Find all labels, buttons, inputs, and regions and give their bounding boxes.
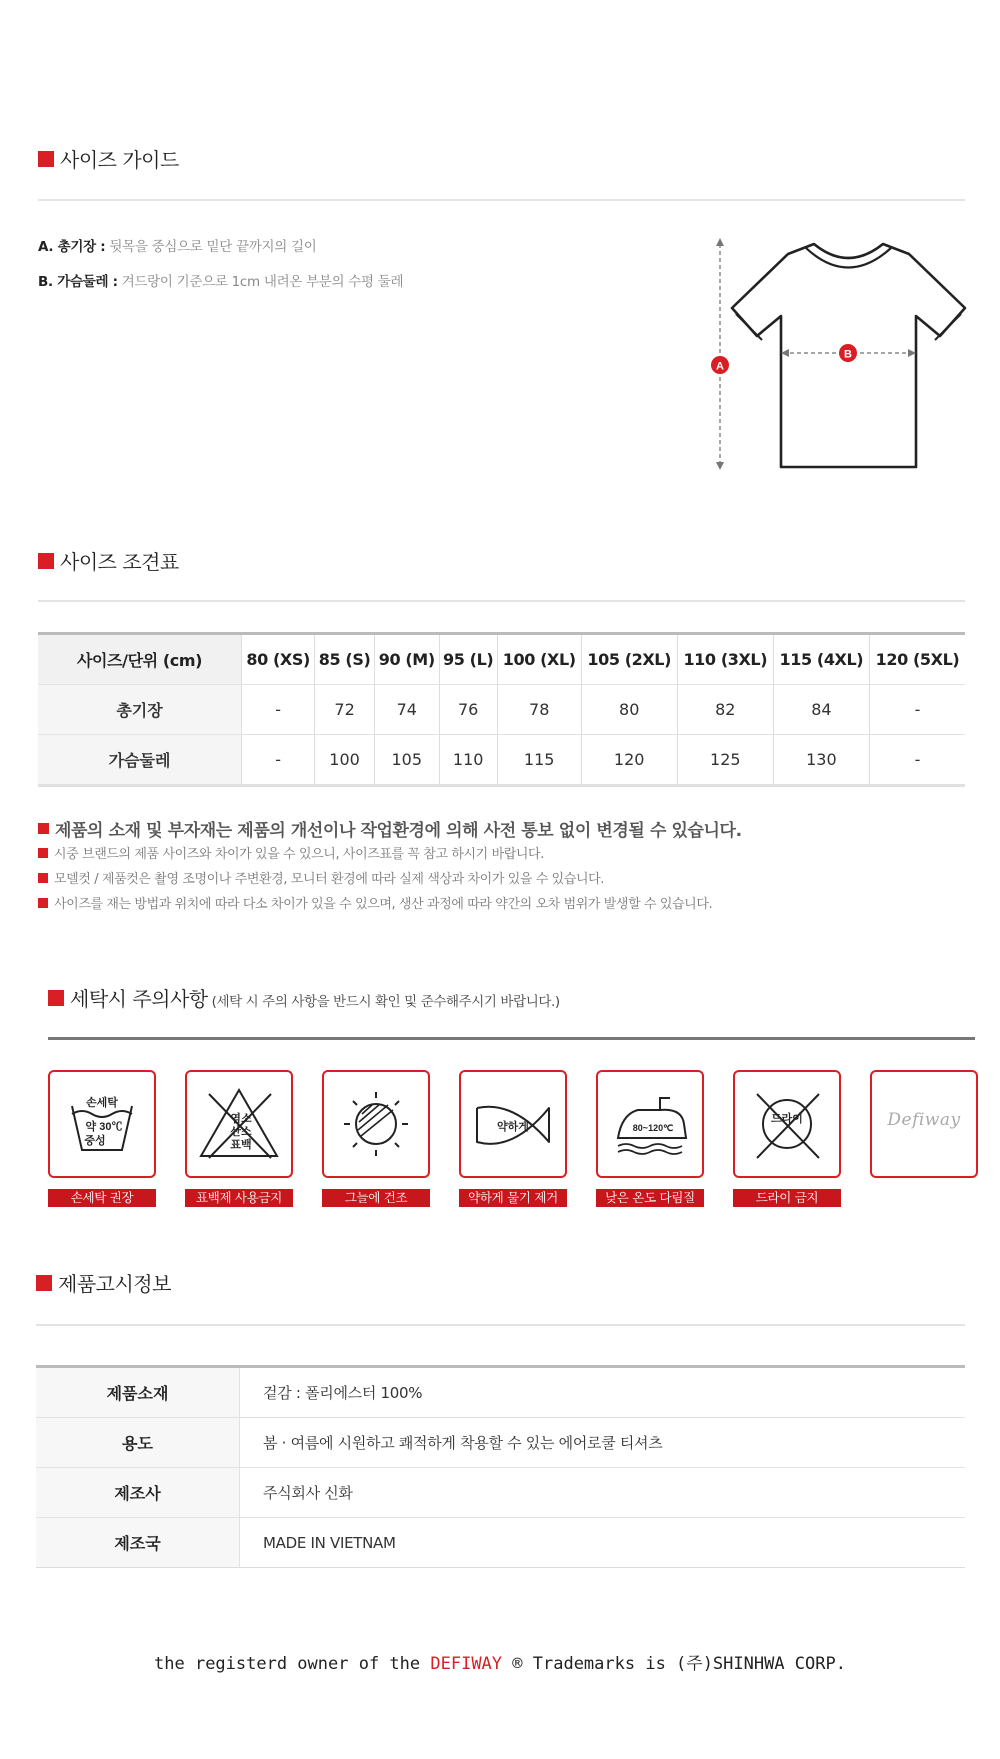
svg-text:80~120℃: 80~120℃ xyxy=(632,1123,674,1133)
table-cell: 110 xyxy=(439,735,497,786)
product-info-header xyxy=(36,1268,171,1297)
table-cell: 74 xyxy=(374,685,439,735)
svg-text:중성: 중성 xyxy=(84,1135,106,1147)
hand-wash-icon xyxy=(48,1070,156,1178)
header-label: 사이즈/단위 (cm) xyxy=(38,634,242,685)
table-header-row xyxy=(38,634,965,685)
row-label: 용도 xyxy=(36,1418,240,1468)
table-row xyxy=(38,735,965,786)
brand-logo-text: Defiway xyxy=(887,1110,961,1130)
tshirt-diagram xyxy=(700,232,980,482)
section-title: 사이즈 조견표 xyxy=(60,550,179,574)
section-subtitle: (세탁 시 주의 사항을 반드시 확인 및 준수해주시기 바랍니다.) xyxy=(211,993,560,1010)
table-cell: 130 xyxy=(773,735,869,786)
size-table xyxy=(38,632,965,787)
size-column: 80 (XS) xyxy=(242,634,315,685)
brand-logo xyxy=(870,1070,978,1178)
table-cell: 120 xyxy=(581,735,677,786)
row-value: 겉감 : 폴리에스터 100% xyxy=(240,1367,966,1418)
wash-label: 약하게 물기 제거 xyxy=(459,1189,567,1207)
section-title: 사이즈 가이드 xyxy=(60,148,179,172)
row-label: 총기장 xyxy=(38,685,242,735)
size-column: 120 (5XL) xyxy=(869,634,965,685)
notice-text: 사이즈를 재는 방법과 위치에 따라 다소 차이가 있을 수 있으며, 생산 과정에 따라 약간의 오차 범위가 발생할 수 있습니다. xyxy=(54,897,713,912)
guide-key: A. 총기장 : xyxy=(38,239,106,255)
table-row xyxy=(38,685,965,735)
size-column: 105 (2XL) xyxy=(581,634,677,685)
svg-text:손세탁: 손세탁 xyxy=(86,1097,118,1109)
dry-in-shade-icon xyxy=(322,1070,430,1178)
low-iron-icon xyxy=(596,1070,704,1178)
guide-key: B. 가슴둘레 : xyxy=(38,274,118,290)
trademark-footer xyxy=(0,1649,1000,1674)
notice-item xyxy=(38,868,604,887)
no-dry-clean-icon xyxy=(733,1070,841,1178)
guide-desc: 뒷목을 중심으로 밑단 끝까지의 길이 xyxy=(109,239,317,255)
guide-desc: 겨드랑이 기준으로 1cm 내려온 부분의 수평 둘레 xyxy=(121,274,404,290)
row-value: 봄 · 여름에 시원하고 쾌적하게 착용할 수 있는 에어로쿨 티셔츠 xyxy=(240,1418,966,1468)
wash-label: 낮은 온도 다림질 xyxy=(596,1189,704,1207)
notice-item xyxy=(38,843,544,862)
row-value: 주식회사 신화 xyxy=(240,1468,966,1518)
notice-text: 시중 브랜드의 제품 사이즈와 차이가 있을 수 있으니, 사이즈표를 꼭 참고 하시기 바랍니다. xyxy=(54,847,544,862)
arrow-head xyxy=(716,238,724,246)
table-cell: 115 xyxy=(497,735,581,786)
row-label: 제조국 xyxy=(36,1518,240,1568)
table-cell: - xyxy=(242,685,315,735)
wash-label: 표백제 사용금지 xyxy=(185,1189,293,1207)
table-cell: 72 xyxy=(315,685,375,735)
svg-text:염소: 염소 xyxy=(230,1113,252,1125)
wash-label: 그늘에 건조 xyxy=(322,1189,430,1207)
svg-text:드라이: 드라이 xyxy=(771,1113,803,1125)
arrow-head xyxy=(716,462,724,470)
bullet-marker xyxy=(38,823,49,834)
footer-brand: DEFIWAY xyxy=(430,1654,503,1674)
guide-item-chest xyxy=(38,270,403,290)
section-marker xyxy=(48,990,64,1006)
notice-item xyxy=(38,893,712,912)
bullet-marker xyxy=(38,898,48,908)
footer-prefix: the registerd owner of the xyxy=(154,1654,421,1674)
no-bleach-icon xyxy=(185,1070,293,1178)
section-marker xyxy=(36,1275,52,1291)
wash-label: 손세탁 권장 xyxy=(48,1189,156,1207)
section-marker xyxy=(38,553,54,569)
notice-text: 제품의 소재 및 부자재는 제품의 개선이나 작업환경에 의해 사전 통보 없이 변경될 수 있습니다. xyxy=(55,821,742,841)
table-row xyxy=(36,1468,965,1518)
table-cell: 125 xyxy=(677,735,773,786)
table-cell: 82 xyxy=(677,685,773,735)
size-guide-header xyxy=(38,144,179,173)
table-cell: 80 xyxy=(581,685,677,735)
svg-text:약하게: 약하게 xyxy=(497,1121,529,1133)
notice-main xyxy=(38,816,742,841)
size-column: 90 (M) xyxy=(374,634,439,685)
size-column: 95 (L) xyxy=(439,634,497,685)
size-table-header xyxy=(38,546,179,575)
row-value: MADE IN VIETNAM xyxy=(263,1533,396,1552)
table-cell: 100 xyxy=(315,735,375,786)
table-cell: 78 xyxy=(497,685,581,735)
svg-text:산소: 산소 xyxy=(230,1126,252,1138)
table-cell: 76 xyxy=(439,685,497,735)
product-info-table xyxy=(36,1365,965,1568)
gentle-wring-icon xyxy=(459,1070,567,1178)
size-column: 115 (4XL) xyxy=(773,634,869,685)
notice-text: 모델컷 / 제품컷은 촬영 조명이나 주변환경, 모니터 환경에 따라 실제 색상과 차이가 있을 수 있습니다. xyxy=(54,872,605,887)
bullet-marker xyxy=(38,848,48,858)
table-cell: 84 xyxy=(773,685,869,735)
size-column: 110 (3XL) xyxy=(677,634,773,685)
table-cell: - xyxy=(869,685,965,735)
divider xyxy=(36,1324,965,1326)
table-cell: - xyxy=(869,735,965,786)
table-cell: - xyxy=(242,735,315,786)
table-cell: 105 xyxy=(374,735,439,786)
wash-label: 드라이 금지 xyxy=(733,1189,841,1207)
footer-suffix: ® Trademarks is (주)SHINHWA CORP. xyxy=(512,1654,846,1674)
guide-item-length xyxy=(38,235,316,255)
section-title: 제품고시정보 xyxy=(58,1272,171,1296)
row-label: 제품소재 xyxy=(36,1367,240,1418)
row-label: 제조사 xyxy=(36,1468,240,1518)
bullet-marker xyxy=(38,873,48,883)
size-column: 85 (S) xyxy=(315,634,375,685)
washing-header xyxy=(48,983,560,1012)
size-column: 100 (XL) xyxy=(497,634,581,685)
divider xyxy=(38,600,965,602)
divider xyxy=(38,199,965,201)
svg-text:약 30℃: 약 30℃ xyxy=(85,1121,123,1133)
row-label: 가슴둘레 xyxy=(38,735,242,786)
divider xyxy=(48,1037,975,1040)
table-row xyxy=(36,1418,965,1468)
marker-b-label: B xyxy=(844,348,852,361)
svg-text:표백: 표백 xyxy=(230,1139,252,1151)
table-row xyxy=(36,1518,965,1568)
section-title: 세탁시 주의사항 xyxy=(70,987,208,1011)
marker-a-label: A xyxy=(716,360,724,373)
table-row xyxy=(36,1367,965,1418)
section-marker xyxy=(38,151,54,167)
